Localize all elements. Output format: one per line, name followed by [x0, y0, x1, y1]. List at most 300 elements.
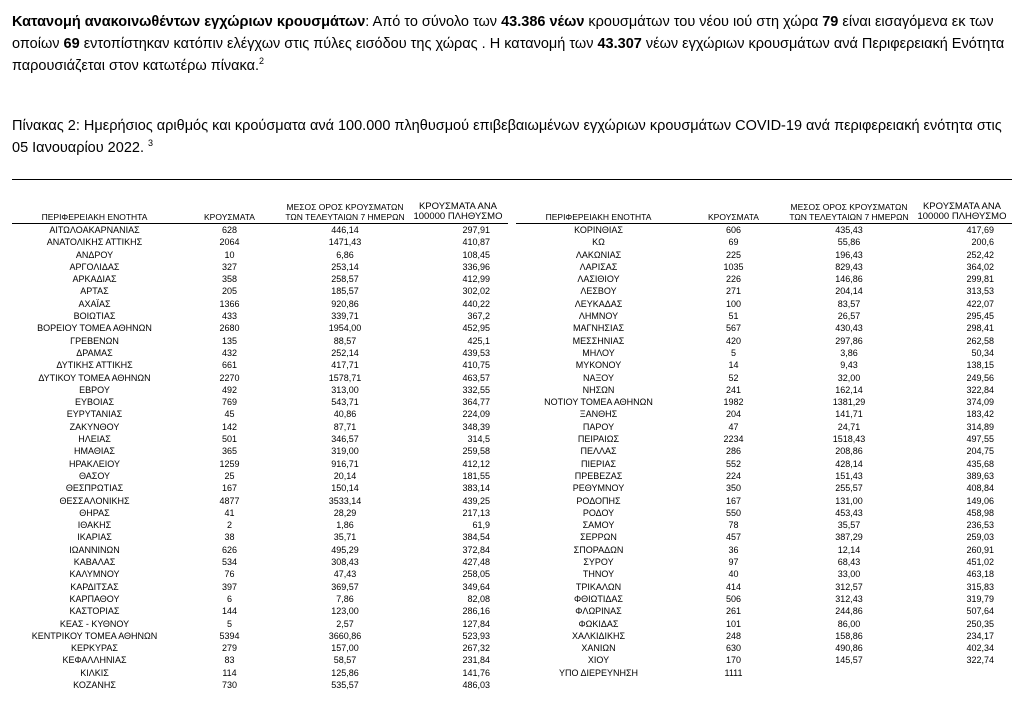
- cell-unit: ΗΡΑΚΛΕΙΟΥ: [68, 458, 121, 469]
- table-row: [12, 384, 508, 396]
- cell-unit: ΚΑΣΤΟΡΙΑΣ: [69, 606, 120, 617]
- table-row: [516, 249, 1012, 261]
- cell-cases: 606: [725, 225, 742, 235]
- cell-per100k: 259,03: [966, 532, 994, 543]
- cell-per100k: 267,32: [462, 643, 490, 654]
- cell-unit: ΚΑΛΥΜΝΟΥ: [69, 569, 120, 580]
- cell-unit: ΜΕΣΣΗΝΙΑΣ: [572, 335, 625, 346]
- cell-per100k: 439,25: [462, 495, 490, 506]
- table-row: [516, 335, 1012, 347]
- cell-cases: 1259: [219, 458, 240, 469]
- cell-unit: ΠΕΙΡΑΙΩΣ: [577, 434, 620, 445]
- cell-cases: 5394: [219, 630, 240, 641]
- cell-avg: 319,00: [331, 446, 359, 457]
- table-row: [12, 581, 508, 593]
- cell-cases: 2: [226, 520, 232, 531]
- cell-avg: 32,00: [837, 372, 861, 383]
- table-row: [12, 568, 508, 580]
- header-per100k: ΚΡΟΥΣΜΑΤΑ ΑΝΑ 100000 ΠΛΗΘΥΣΜΟ: [408, 202, 508, 224]
- cell-cases: 365: [221, 446, 238, 457]
- cell-per100k: 384,54: [462, 532, 490, 543]
- cell-cases: 1111: [724, 667, 743, 678]
- cell-avg: 35,71: [333, 532, 357, 543]
- cell-unit: ΘΕΣΣΑΛΟΝΙΚΗΣ: [59, 495, 130, 506]
- cell-per100k: 204,75: [966, 446, 994, 457]
- cell-cases: 1982: [723, 397, 744, 408]
- cell-cases: 170: [725, 655, 742, 666]
- table-row: [516, 581, 1012, 593]
- cell-avg: 435,43: [835, 225, 863, 235]
- cell-avg: 12,14: [837, 544, 861, 555]
- header-avg: ΜΕΣΟΣ ΟΡΟΣ ΚΡΟΥΣΜΑΤΩΝ ΤΩΝ ΤΕΛΕΥΤΑΙΩΝ 7 ΗΜΕΡΩΝ: [282, 202, 408, 224]
- cell-unit: ΔΥΤΙΚΟΥ ΤΟΜΕΑ ΑΘΗΝΩΝ: [38, 372, 151, 383]
- cell-avg: 196,43: [835, 249, 863, 260]
- cell-avg: 204,14: [835, 286, 863, 297]
- cell-avg: 87,71: [333, 421, 357, 432]
- table-row: [12, 544, 508, 556]
- cell-unit: ΚΕΑΣ - ΚΥΘΝΟΥ: [59, 618, 130, 629]
- cell-unit: ΝΟΤΙΟΥ ΤΟΜΕΑ ΑΘΗΝΩΝ: [544, 397, 653, 408]
- cell-unit: ΧΑΝΙΩΝ: [581, 643, 616, 654]
- cell-unit: ΑΡΓΟΛΙΔΑΣ: [69, 261, 120, 272]
- cell-unit: ΛΗΜΝΟΥ: [578, 311, 619, 322]
- cases-table-right: [516, 202, 1012, 679]
- cell-cases: 100: [725, 298, 742, 309]
- table-row: [516, 495, 1012, 507]
- cell-per100k: 249,56: [966, 372, 994, 383]
- cell-cases: 432: [221, 347, 238, 358]
- table-row: [516, 605, 1012, 617]
- cell-unit: ΘΕΣΠΡΩΤΙΑΣ: [65, 483, 124, 494]
- table-caption: [12, 115, 1012, 159]
- table-row: [516, 408, 1012, 420]
- cell-unit: ΡΟΔΟΥ: [582, 507, 615, 518]
- cell-per100k: 50,34: [971, 347, 994, 358]
- intro-text-1: : Από το σύνολο των: [365, 14, 502, 30]
- cell-avg: 83,57: [837, 298, 861, 309]
- cell-unit: ΛΕΥΚΑΔΑΣ: [574, 298, 623, 309]
- cell-avg: 916,71: [331, 458, 359, 469]
- cell-avg: 495,29: [331, 544, 359, 555]
- table-row: [516, 519, 1012, 531]
- cell-avg: 1954,00: [328, 323, 362, 334]
- cell-avg: 535,57: [331, 679, 359, 690]
- table-row: [12, 470, 508, 482]
- table-row: [12, 679, 508, 691]
- cell-per100k: 372,84: [462, 544, 490, 555]
- cell-avg: 430,43: [835, 323, 863, 334]
- cell-cases: 6: [226, 593, 232, 604]
- cell-per100k: 367,2: [467, 311, 490, 322]
- cell-per100k: 322,74: [966, 655, 994, 666]
- cell-per100k: 410,75: [462, 360, 490, 371]
- cell-unit: ΚΑΡΔΙΤΣΑΣ: [70, 581, 119, 592]
- cell-cases: 327: [221, 261, 238, 272]
- cell-avg: 1381,29: [832, 397, 866, 408]
- cell-cases: 10: [224, 249, 235, 260]
- cell-per100k: 258,05: [462, 569, 490, 580]
- cell-unit: ΚΑΒΑΛΑΣ: [73, 557, 116, 568]
- cell-cases: 142: [221, 421, 238, 432]
- table-row: [516, 654, 1012, 666]
- cell-unit: ΛΕΣΒΟΥ: [580, 286, 617, 297]
- cell-per100k: 314,5: [467, 434, 490, 445]
- cell-cases: 730: [221, 679, 238, 690]
- cell-unit: ΓΡΕΒΕΝΩΝ: [70, 335, 119, 346]
- cell-avg: 1471,43: [328, 237, 362, 248]
- cell-cases: 567: [725, 323, 742, 334]
- cell-unit: ΜΑΓΝΗΣΙΑΣ: [572, 323, 625, 334]
- cell-cases: 2680: [219, 323, 240, 334]
- cell-unit: ΕΒΡΟΥ: [79, 384, 110, 395]
- cell-unit: ΖΑΚΥΝΘΟΥ: [69, 421, 120, 432]
- table-row: [12, 593, 508, 605]
- cell-per100k: 297,91: [462, 225, 490, 235]
- cell-avg: 131,00: [835, 495, 863, 506]
- cell-cases: 248: [725, 630, 742, 641]
- cell-unit: ΚΙΛΚΙΣ: [80, 667, 109, 678]
- cell-avg: 6,86: [336, 249, 354, 260]
- cell-unit: ΚΕΦΑΛΛΗΝΙΑΣ: [62, 655, 127, 666]
- intro-total: 43.386 νέων: [501, 14, 585, 30]
- cell-per100k: 402,34: [966, 643, 994, 654]
- cell-unit: ΛΑΚΩΝΙΑΣ: [575, 249, 622, 260]
- cell-cases: 41: [224, 507, 235, 518]
- cell-cases: 630: [725, 643, 742, 654]
- cell-unit: ΠΕΛΛΑΣ: [580, 446, 617, 457]
- cell-per100k: 435,68: [966, 458, 994, 469]
- cell-cases: 167: [725, 495, 742, 506]
- cell-unit: ΒΟΙΩΤΙΑΣ: [73, 311, 116, 322]
- table-row: [12, 482, 508, 494]
- cell-unit: ΦΩΚΙΔΑΣ: [578, 618, 619, 629]
- cell-per100k: 412,99: [462, 274, 490, 285]
- cell-cases: 226: [725, 274, 742, 285]
- table-row: [12, 347, 508, 359]
- cell-avg: 312,57: [835, 581, 863, 592]
- cell-cases: 205: [221, 286, 238, 297]
- cell-per100k: 313,53: [966, 286, 994, 297]
- table-row: [516, 568, 1012, 580]
- cell-unit: ΗΜΑΘΙΑΣ: [74, 446, 115, 457]
- cell-per100k: 497,55: [966, 434, 994, 445]
- table-row: [516, 384, 1012, 396]
- cell-unit: ΘΑΣΟΥ: [78, 470, 111, 481]
- header-unit: ΠΕΡΙΦΕΡΕΙΑΚΗ ΕΝΟΤΗΤΑ: [12, 202, 177, 224]
- cell-cases: 1035: [723, 261, 744, 272]
- cell-per100k: 408,84: [966, 483, 994, 494]
- cell-unit: ΚΩ: [592, 237, 605, 248]
- cell-unit: ΤΗΝΟΥ: [582, 569, 615, 580]
- cell-cases: 628: [221, 225, 238, 235]
- cell-unit: ΑΡΤΑΣ: [80, 286, 109, 297]
- cell-per100k: 458,98: [966, 507, 994, 518]
- table-header-row: [516, 202, 1012, 224]
- cell-per100k: 299,81: [966, 274, 994, 285]
- table-row: [516, 359, 1012, 371]
- table-row: [12, 273, 508, 285]
- cell-unit: ΕΥΡΥΤΑΝΙΑΣ: [66, 409, 123, 420]
- intro-text-4: εντοπίστηκαν κατόπιν ελέγχων στις πύλες εισόδου της χώρας . Η κατανομή των: [79, 36, 598, 52]
- cell-unit: ΠΙΕΡΙΑΣ: [580, 458, 617, 469]
- table-row: [516, 531, 1012, 543]
- cell-unit: ΣΥΡΟΥ: [583, 557, 614, 568]
- cell-per100k: 252,42: [966, 249, 994, 260]
- cell-cases: 114: [222, 667, 237, 678]
- table-row: [12, 630, 508, 642]
- cell-per100k: 183,42: [966, 409, 994, 420]
- cell-per100k: 295,45: [966, 311, 994, 322]
- cell-unit: ΞΑΝΘΗΣ: [579, 409, 618, 420]
- cell-unit: ΘΗΡΑΣ: [79, 507, 110, 518]
- intro-text-5: νέων εγχώριων κρουσμάτων ανά Περιφερειακή Ενότητα παρουσιάζεται στον κατωτέρω πίνακα.: [12, 36, 1005, 74]
- cell-unit: ΤΡΙΚΑΛΩΝ: [575, 581, 622, 592]
- cell-cases: 25: [224, 470, 235, 481]
- cell-per100k: 298,41: [966, 323, 994, 334]
- cell-avg: 244,86: [835, 606, 863, 617]
- header-cases: ΚΡΟΥΣΜΑΤΑ: [177, 202, 282, 224]
- cell-per100k: 440,22: [462, 298, 490, 309]
- table-row: [516, 556, 1012, 568]
- intro-heading: Κατανομή ανακοινωθέντων εγχώριων κρουσμάτων: [12, 14, 366, 30]
- table-row: [12, 531, 508, 543]
- intro-text-2: κρουσμάτων του νέου ιού στη χώρα: [584, 14, 823, 30]
- table-row: [516, 273, 1012, 285]
- cell-avg: 58,57: [333, 655, 357, 666]
- cell-unit: ΣΠΟΡΑΔΩΝ: [573, 544, 624, 555]
- table-row: [12, 495, 508, 507]
- cell-per100k: 236,53: [966, 520, 994, 531]
- table-row: [516, 470, 1012, 482]
- table-row: [516, 482, 1012, 494]
- cell-unit: ΡΕΘΥΜΝΟΥ: [572, 483, 625, 494]
- cell-cases: 47: [728, 421, 739, 432]
- cell-avg: 920,86: [331, 298, 359, 309]
- table-row: [516, 445, 1012, 457]
- cell-cases: 2270: [219, 372, 240, 383]
- table-row: [12, 322, 508, 334]
- intro-paragraph: [12, 11, 1012, 77]
- cell-per100k: 451,02: [966, 557, 994, 568]
- table-row: [12, 285, 508, 297]
- cell-unit: ΔΡΑΜΑΣ: [76, 347, 113, 358]
- cell-avg: 151,43: [835, 470, 863, 481]
- cell-unit: ΣΑΜΟΥ: [582, 520, 615, 531]
- cell-cases: 135: [221, 335, 238, 346]
- cell-per100k: 141,76: [462, 667, 490, 678]
- cell-unit: ΔΥΤΙΚΗΣ ΑΤΤΙΚΗΣ: [56, 360, 133, 371]
- cell-avg: 157,00: [331, 643, 359, 654]
- cell-unit: ΜΗΛΟΥ: [582, 347, 615, 358]
- cell-cases: 38: [224, 532, 235, 543]
- cell-per100k: 322,84: [966, 384, 994, 395]
- cell-cases: 279: [221, 643, 238, 654]
- cell-cases: 2234: [723, 434, 744, 445]
- cell-avg: 158,86: [835, 630, 863, 641]
- table-row: [516, 372, 1012, 384]
- header-per100k: ΚΡΟΥΣΜΑΤΑ ΑΝΑ 100000 ΠΛΗΘΥΣΜΟ: [912, 202, 1012, 224]
- cell-per100k: 364,77: [462, 397, 490, 408]
- cell-cases: 358: [221, 274, 238, 285]
- cell-unit: ΝΑΞΟΥ: [582, 372, 615, 383]
- cell-per100k: 314,89: [966, 421, 994, 432]
- cell-per100k: [912, 667, 1012, 679]
- cell-cases: 204: [725, 409, 742, 420]
- cell-avg: 453,43: [835, 507, 863, 518]
- cell-per100k: 507,64: [966, 606, 994, 617]
- table-row: [12, 654, 508, 666]
- table-row: [12, 359, 508, 371]
- cell-per100k: 427,48: [462, 557, 490, 568]
- cell-avg: 543,71: [331, 397, 359, 408]
- cell-avg: 55,86: [837, 237, 861, 248]
- cell-cases: 492: [221, 384, 238, 395]
- cell-cases: 626: [221, 544, 238, 555]
- cell-unit: ΑΧΑΪΑΣ: [78, 298, 111, 309]
- cell-unit: ΧΙΟΥ: [587, 655, 610, 666]
- cell-unit: ΚΕΝΤΡΙΚΟΥ ΤΟΜΕΑ ΑΘΗΝΩΝ: [31, 630, 158, 641]
- cell-unit: ΚΕΡΚΥΡΑΣ: [71, 643, 118, 654]
- cell-per100k: 127,84: [462, 618, 490, 629]
- cell-avg: 1518,43: [832, 434, 866, 445]
- cell-cases: 769: [221, 397, 238, 408]
- cell-unit: ΜΥΚΟΝΟΥ: [575, 360, 622, 371]
- table-row: [12, 249, 508, 261]
- table-row: [12, 507, 508, 519]
- cell-avg: 2,57: [336, 618, 354, 629]
- cell-cases: 5: [730, 347, 736, 358]
- cell-avg: 68,43: [837, 557, 861, 568]
- cell-unit: ΥΠΟ ΔΙΕΡΕΥΝΗΣΗ: [558, 667, 639, 678]
- cell-per100k: 336,96: [462, 261, 490, 272]
- cell-per100k: 315,83: [966, 581, 994, 592]
- cell-cases: 550: [725, 507, 742, 518]
- cell-unit: ΦΘΙΩΤΙΔΑΣ: [574, 593, 623, 604]
- cell-avg: 308,43: [331, 557, 359, 568]
- cell-cases: 167: [221, 483, 238, 494]
- cell-avg: 47,43: [333, 569, 357, 580]
- cell-avg: 3533,14: [328, 495, 362, 506]
- cell-avg: 40,86: [333, 409, 357, 420]
- table-row: [516, 236, 1012, 248]
- cell-unit: ΧΑΛΚΙΔΙΚΗΣ: [571, 630, 626, 641]
- cell-avg: 28,29: [333, 507, 357, 518]
- cell-unit: ΙΩΑΝΝΙΝΩΝ: [69, 544, 120, 555]
- cell-cases: 101: [725, 618, 742, 629]
- table-row: [12, 298, 508, 310]
- cell-avg: 162,14: [835, 384, 863, 395]
- cell-avg: 446,14: [331, 225, 359, 235]
- cases-table-left: [12, 202, 508, 691]
- cell-per100k: 286,16: [462, 606, 490, 617]
- cell-avg: 3660,86: [328, 630, 362, 641]
- table-row: [516, 261, 1012, 273]
- cell-avg: 417,71: [331, 360, 359, 371]
- table-row: [12, 667, 508, 679]
- cell-per100k: 319,79: [966, 593, 994, 604]
- cell-unit: ΑΡΚΑΔΙΑΣ: [72, 274, 117, 285]
- table-row: [12, 396, 508, 408]
- cell-per100k: 138,15: [966, 360, 994, 371]
- cell-cases: 506: [725, 593, 742, 604]
- cell-per100k: 412,12: [462, 458, 490, 469]
- cell-unit: ΦΛΩΡΙΝΑΣ: [575, 606, 622, 617]
- cell-unit: ΚΟΡΙΝΘΙΑΣ: [574, 225, 623, 235]
- cell-avg: 125,86: [331, 667, 359, 678]
- table-row: [516, 433, 1012, 445]
- cell-unit: ΕΥΒΟΙΑΣ: [74, 397, 115, 408]
- cell-cases: 97: [728, 557, 739, 568]
- cell-cases: 350: [725, 483, 742, 494]
- cell-cases: 69: [728, 237, 739, 248]
- cell-avg: 1578,71: [328, 372, 362, 383]
- cell-unit: ΙΚΑΡΙΑΣ: [77, 532, 112, 543]
- table-row: [516, 421, 1012, 433]
- table-row: [516, 347, 1012, 359]
- cell-per100k: 383,14: [462, 483, 490, 494]
- table-row: [516, 285, 1012, 297]
- cell-avg: 313,00: [331, 384, 359, 395]
- cell-cases: 1366: [219, 298, 240, 309]
- cell-avg: 20,14: [333, 470, 357, 481]
- cell-cases: 261: [725, 606, 742, 617]
- table-row: [516, 667, 1012, 679]
- cell-avg: 428,14: [835, 458, 863, 469]
- table-row: [12, 224, 508, 237]
- cell-avg: 252,14: [331, 347, 359, 358]
- cell-avg: 369,57: [331, 581, 359, 592]
- table-row: [516, 507, 1012, 519]
- cell-per100k: 200,6: [971, 237, 994, 248]
- cell-per100k: 523,93: [462, 630, 490, 641]
- cell-per100k: 463,57: [462, 372, 490, 383]
- table-row: [12, 335, 508, 347]
- cell-unit: ΚΑΡΠΑΘΟΥ: [69, 593, 120, 604]
- cell-cases: 534: [221, 557, 238, 568]
- cell-per100k: 250,35: [966, 618, 994, 629]
- cell-cases: 78: [728, 520, 739, 531]
- cell-unit: ΑΙΤΩΛΟΑΚΑΡΝΑΝΙΑΣ: [49, 225, 140, 235]
- cell-avg: 33,00: [837, 569, 861, 580]
- cell-cases: 552: [725, 458, 742, 469]
- table-header-row: [12, 202, 508, 224]
- cell-unit: ΑΝΑΤΟΛΙΚΗΣ ΑΤΤΙΚΗΣ: [46, 237, 143, 248]
- cell-cases: 661: [221, 360, 238, 371]
- cell-avg: 253,14: [331, 261, 359, 272]
- cell-cases: 5: [226, 618, 232, 629]
- cell-per100k: 82,08: [467, 593, 490, 604]
- header-cases: ΚΡΟΥΣΜΑΤΑ: [681, 202, 786, 224]
- cell-cases: 225: [725, 249, 742, 260]
- intro-footnote: 2: [259, 56, 265, 67]
- table-row: [12, 408, 508, 420]
- cell-avg: 35,57: [837, 520, 861, 531]
- table-row: [12, 236, 508, 248]
- intro-domestic: 43.307: [597, 36, 642, 52]
- cell-per100k: 332,55: [462, 384, 490, 395]
- header-unit: ΠΕΡΙΦΕΡΕΙΑΚΗ ΕΝΟΤΗΤΑ: [516, 202, 681, 224]
- cell-avg: 3,86: [840, 347, 858, 358]
- table-row: [12, 310, 508, 322]
- cell-per100k: 349,64: [462, 581, 490, 592]
- table-row: [12, 433, 508, 445]
- cell-avg: 24,71: [837, 421, 861, 432]
- cell-cases: 271: [725, 286, 742, 297]
- cell-unit: ΛΑΣΙΘΙΟΥ: [577, 274, 620, 285]
- cell-per100k: 260,91: [966, 544, 994, 555]
- intro-gates: 69: [63, 36, 80, 52]
- cell-cases: 224: [725, 470, 742, 481]
